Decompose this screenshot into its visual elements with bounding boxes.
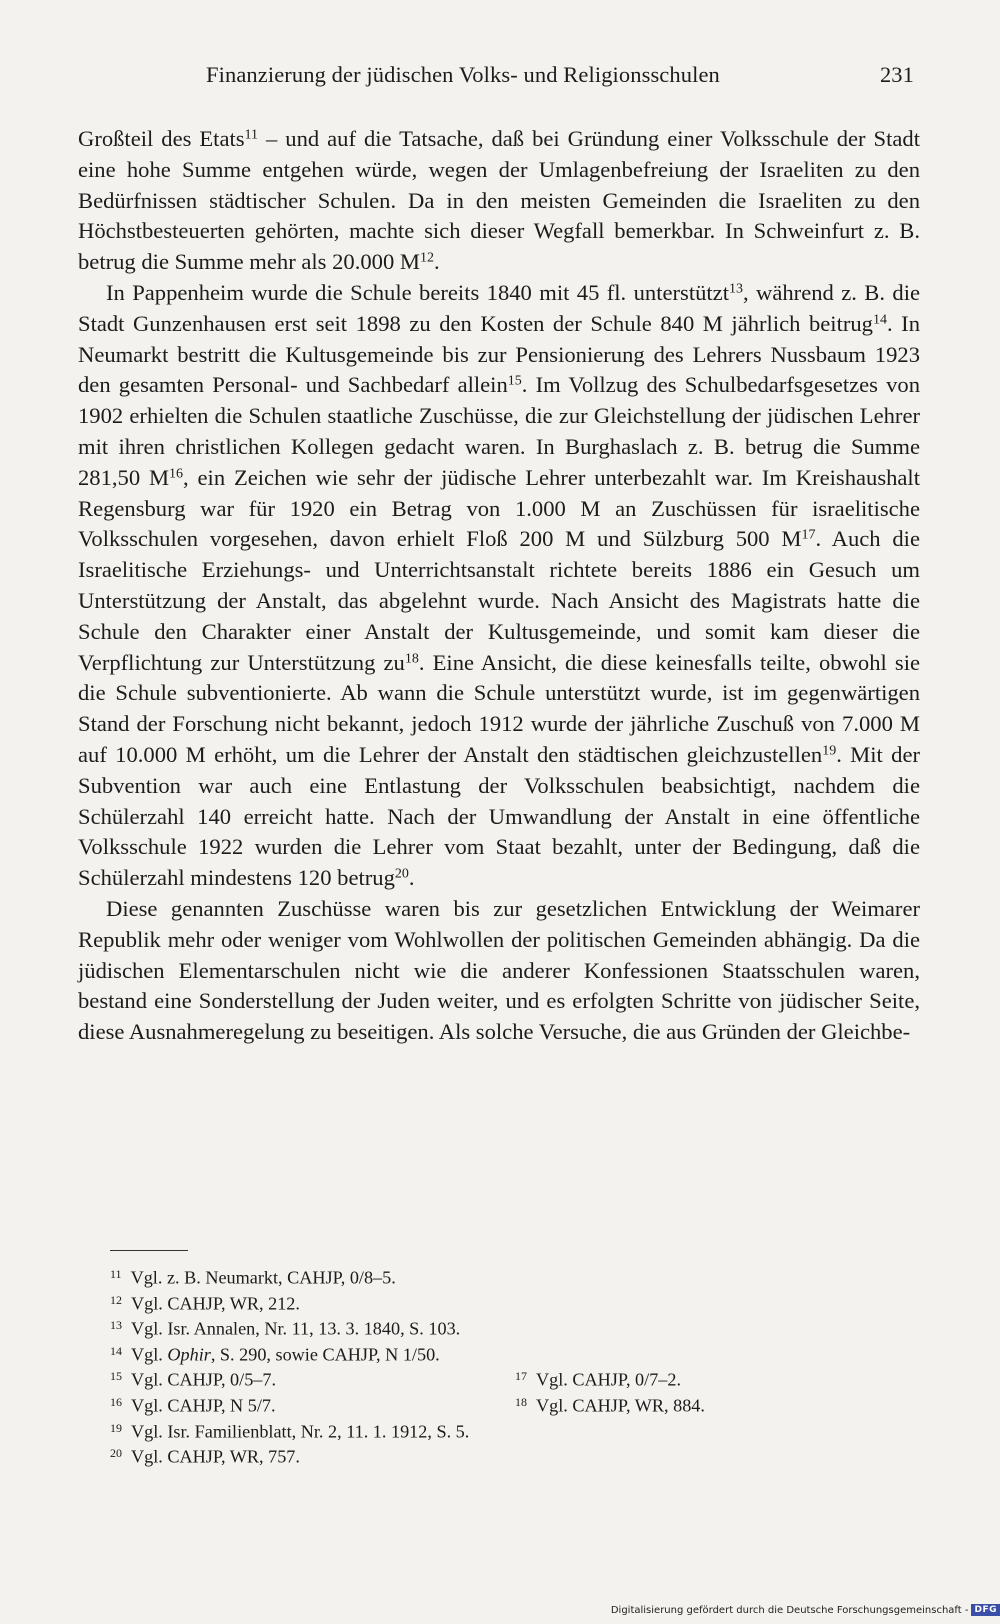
footnote-11: $^{11}$ Vgl. z. B. Neumarkt, CAHJP, 0/8–5. <box>110 1267 396 1288</box>
footnote-15: $^{15}$ Vgl. CAHJP, 0/5–7. <box>110 1369 277 1390</box>
footnote-14: $^{14}$ Vgl. Ophir, S. 290, sowie CAHJP, N 1/50. <box>110 1343 440 1365</box>
footnote-ref-16[interactable]: 16 <box>169 466 184 482</box>
footnote-divider <box>110 1250 188 1251</box>
footnote-19: $^{19}$ Vgl. Isr. Familienblatt, Nr. 2, 11. 1. 1912, S. 5. <box>110 1420 470 1441</box>
footnote-ref-19[interactable]: 19 <box>822 743 837 759</box>
footnote-ref-11[interactable]: 11 <box>244 127 259 143</box>
running-head-title: Finanzierung der jüdischen Volks- und Religionsschulen <box>206 62 720 87</box>
page-number: 231 <box>879 62 914 87</box>
footnote-ref-17[interactable]: 17 <box>801 527 816 543</box>
footnotes <box>110 1262 810 1467</box>
paragraph-1: Großteil des Etats$^{11}$ – und auf die Tatsache, daß bei Gründung einer Volksschule der Stadt eine hohe Summe entgehen würde, wegen der Umlagenbefreiung der Israeliten zu den Bedürfnissen städtischer Schulen. Da in den meisten Gemeinden die Israeliten zu den Höchstbesteuerten gehörten, machte sich dieser Wegfall bemerkbar. In Schweinfurt z. B. betrug die Summe mehr als 20.000 $M^{12}$. <box>78 126 920 275</box>
footnote-ref-20[interactable]: 20 <box>394 866 409 882</box>
paragraph-2: In Pappenheim wurde die Schule bereits 1840 mit 45 fl. unterstützt$^{13}$, während z. B. die Stadt Gunzenhausen erst seit 1898 zu den Kosten der Schule 840 M jährlich beitrug$^{14}$. In Neumarkt bestritt die Kultusgemeinde bis zur Pensionierung des Lehrers Nussbaum 1923 den gesamten Personal- und Sachbedarf allein$^{15}$. Im Vollzug des Schulbedarfsgesetzes von 1902 erhielten die Schulen staatliche Zuschüsse, die zur Gleichstellung der jüdischen Lehrer mit ihren christlichen Kollegen gedacht waren. In Burghaslach z. B. betrug die Summe 281,50 $M^{16}$, ein Zeichen wie sehr der jüdische Lehrer unterbezahlt war. Im Kreishaushalt Regensburg war für 1920 ein Betrag von 1.000 M an Zuschüssen für israelitische Volksschulen vorgesehen, davon erhielt Floß 200 M und Sülzburg 500 $M^{17}$. Auch die Israelitische Erziehungs- und Unterrichtsanstalt richtete bereits 1886 ein Gesuch um Unterstützung der Anstalt, das abgelehnt wurde. Nach Ansicht des Magistrats hatte die Schule den Charakter einer Anstalt der Kultusgemeinde, und somit kam dieser die Verpflichtung zur Unterstützung $zu^{18}$. Eine Ansicht, die diese keinesfalls teilte, obwohl sie die Schule subventionierte. Ab wann die Schule unterstützt wurde, ist im gegenwärtigen Stand der Forschung nicht bekannt, jedoch 1912 wurde der jährliche Zuschuß von 7.000 M auf 10.000 M erhöht, um die Lehrer der Anstalt den städtischen gleichzustellen$^{19}$. Mit der Subvention war auch eine Entlastung der Volksschulen beabsichtigt, nachdem die Schülerzahl 140 erreicht hatte. Nach der Umwandlung der Anstalt in eine öffentliche Volksschule 1922 wurden die Lehrer vom Staat bezahlt, unter der Bedingung, daß die Schülerzahl mindestens 120 betrug$^{20}$. <box>78 279 921 891</box>
footnote-ref-13[interactable]: 13 <box>728 281 743 297</box>
footnote-20: $^{20}$ Vgl. CAHJP, WR, 757. <box>110 1446 300 1467</box>
dfg-logo-icon: DFG <box>971 1604 1000 1616</box>
footnote-13: $^{13}$ Vgl. Isr. Annalen, Nr. 11, 13. 3. 1840, S. 103. <box>110 1318 461 1339</box>
credit-text: Digitalisierung gefördert durch die Deutsche Forschungsgemeinschaft - <box>610 1604 969 1616</box>
footnote-18: $^{18}$ Vgl. CAHJP, WR, 884. <box>515 1394 705 1416</box>
footnote-17: $^{17}$ Vgl. CAHJP, 0/7–2. <box>515 1369 682 1390</box>
footnote-12: $^{12}$ Vgl. CAHJP, WR, 212. <box>110 1292 300 1313</box>
footnote-ref-18[interactable]: 18 <box>404 650 419 666</box>
body-text <box>78 124 920 1048</box>
footnote-ref-14[interactable]: 14 <box>872 312 887 328</box>
footnote-ref-15[interactable]: 15 <box>507 373 522 389</box>
footnote-ref-12[interactable]: 12 <box>420 250 434 266</box>
paragraph-3: Diese genannten Zuschüsse waren bis zur gesetzlichen Entwicklung der Weimarer Republik mehr oder weniger vom Wohlwollen der politischen Gemeinden abhängig. Da die jüdischen Elementarschulen nicht wie die anderer Konfessionen Staatsschulen waren, bestand eine Sonderstellung der Juden weiter, und es erfolgten Schritte von jüdischer Seite, diese Ausnahmeregelung zu beseitigen. Als solche Versuche, die aus Gründen der Gleichbe- <box>78 895 920 1045</box>
footnote-16: $^{16}$ Vgl. CAHJP, N 5/7. <box>110 1394 276 1416</box>
digitization-credit <box>611 1604 1000 1616</box>
